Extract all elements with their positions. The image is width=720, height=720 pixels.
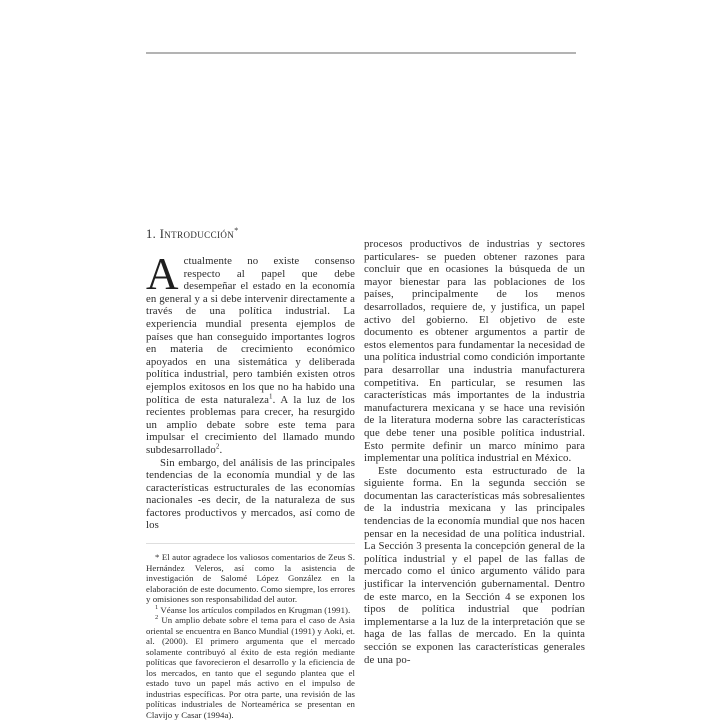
footnote-marker: * xyxy=(155,552,160,563)
drop-cap: A xyxy=(146,249,179,299)
paragraph-text: ctualmente no existe consenso respecto al papel que debe desempeñar el estado en la economía en general y a si debe intervenir directamente a través de una política industrial. La experiencia mundial presenta ejemplos de países que han conseguido importantes logros en materia de crecimiento económico apoyados en una sistemática y deliberada política industrial, pero también existen otros ejemplos exitosos en los que no ha habido una política de esta naturaleza xyxy=(146,255,355,406)
footnote-text: Un amplio debate sobre el tema para el caso de Asia oriental se encuentra en Banco Mundial (1991) y Aoki, et. al. (2000). El primero argumenta que el mercado solamente contribuyó al éxito de esta región mediante políticas que favorecieron el desarrollo y la eficiencia de los mercados, en tanto que el segundo plantea que el estado tuvo un papel más activo en el impulso de industrias específicas. Por otra parte, una revisión de las políticas industriales de Norteamérica se presentan en Clavijo y Casar (1994a). xyxy=(146,615,355,720)
paragraph: procesos productivos de industrias y sectores particulares- se pueden obtener razones para concluir que en ocasiones la búsqueda de un mayor bienestar para las poblaciones de los países, principalmente de los menos desarrollados, requiere de, y justifica, un papel activo del gobierno. El objetivo de este documento es obtener argumentos a partir de estos elementos para fundamentar la necesidad de una política industrial como condición importante para desarrollar una industria manufacturera competitiva. En particular, se resumen las características más importantes de la industria manufacturera mexicana y se hace una revisión de la literatura moderna sobre las características que debe tener una posible política industrial. Esto permite definir un marco mínimo para implementar una política industrial en México. xyxy=(364,238,585,465)
paragraph-text: . xyxy=(219,443,223,456)
section-title: Introducción xyxy=(159,227,235,241)
left-column xyxy=(146,227,355,720)
footnotes-block xyxy=(146,543,355,720)
right-column xyxy=(364,238,585,666)
header-rule xyxy=(146,52,576,54)
footnote-marker: 1 xyxy=(155,603,159,611)
footnote-text: El autor agradece los valiosos comentarios de Zeus S. Hernández Veleros, así como la asistencia de investigación de Salomé López González en la elaboración de este documento. Como siempre, los errores y omisiones son responsabilidad del autor. xyxy=(146,552,355,605)
footnote-ref-1: 1 xyxy=(268,391,273,400)
paragraph-intro xyxy=(146,249,355,457)
footnote-star xyxy=(146,552,355,605)
section-number: 1. xyxy=(146,227,157,241)
footnote-marker: 2 xyxy=(155,614,159,622)
footnote-text: Véanse los artículos compilados en Krugman (1991). xyxy=(160,604,351,615)
paragraph: Sin embargo, del análisis de las principales tendencias de la economía mundial y de las características estructurales de las economías nacionales -es decir, de la naturaleza de sus factores productivos y mercados, así como de los xyxy=(146,456,355,532)
section-note-marker: * xyxy=(234,225,239,235)
footnote-2 xyxy=(146,615,355,720)
footnote-1 xyxy=(146,605,355,616)
section-heading xyxy=(146,227,355,241)
footnote-ref-2: 2 xyxy=(215,442,220,451)
paragraph-text: . A la luz de los recientes problemas para crecer, ha resurgido un amplio debate sobre este tema para impulsar el crecimiento del llamado mundo subdesarrollado xyxy=(146,393,355,456)
paragraph: Este documento esta estructurado de la siguiente forma. En la segunda sección se documentan las características más sobresalientes de la industria mexicana y las principales tendencias de la economía mundial que nos hacen pensar en la necesidad de una política industrial. La Sección 3 presenta la concepción general de la política industrial y el papel de las fallas de mercado como el único argumento válido para justificar la intervención gubernamental. Dentro de este marco, en la Sección 4 se exponen los tipos de política industrial que podrían implementarse a la luz de la interpretación que se haga de las fallas de mercado. En la quinta sección se exponen las características generales de una po- xyxy=(364,464,585,666)
